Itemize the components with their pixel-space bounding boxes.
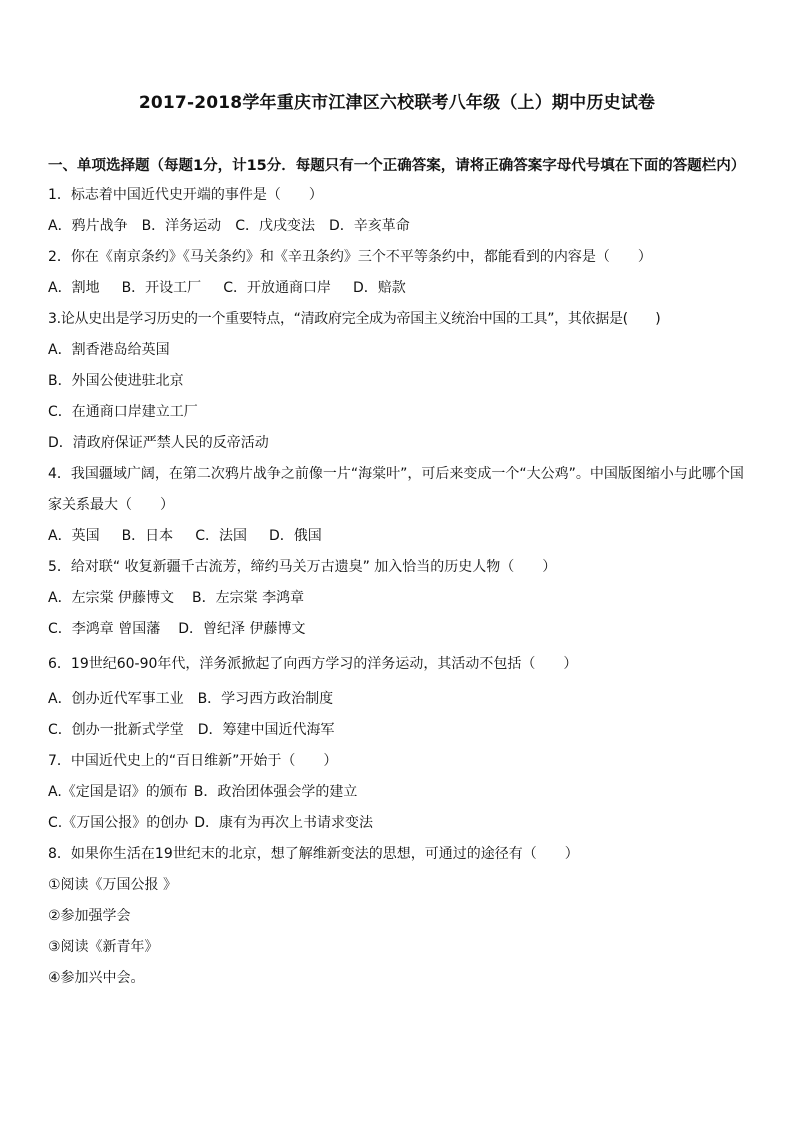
option: B．日本: [121, 528, 174, 544]
question-7-options-row2: [48, 808, 753, 839]
option: A．左宗棠 伊藤博文: [48, 590, 175, 606]
question-8-stem: 8．如果你生活在19世纪末的北京，想了解维新变法的思想，可通过的途径有（ ）: [48, 846, 579, 862]
exam-title: 2017-2018学年重庆市江津区六校联考八年级（上）期中历史试卷: [138, 93, 656, 113]
option: C．法国: [195, 528, 247, 544]
option: D．辛亥革命: [328, 218, 410, 234]
option: C．在通商口岸建立工厂: [48, 404, 198, 420]
question-7-stem: 7．中国近代史上的“百日维新”开始于（ ）: [48, 753, 338, 769]
question-7-options-row1: [48, 777, 753, 808]
question-1-stem: 1．标志着中国近代史开端的事件是（ ）: [48, 187, 323, 203]
option: C．开放通商口岸: [223, 280, 331, 296]
option: B．左宗棠 李鸿章: [192, 590, 305, 606]
option: D．康有为再次上书请求变法: [194, 815, 374, 831]
option: A．鸦片战争: [48, 218, 128, 234]
option: B．洋务运动: [141, 218, 222, 234]
option: A．割地: [48, 280, 100, 296]
question-6-options-row1: [48, 684, 753, 715]
option: A.《定国是诏》的颁布: [48, 784, 188, 800]
option: C．创办一批新式学堂: [48, 722, 184, 738]
option: D．清政府保证严禁人民的反帝活动: [48, 435, 269, 451]
question-5-options-row1: [48, 583, 753, 614]
option: C．李鸿章 曾国藩: [48, 621, 161, 637]
option: B．开设工厂: [121, 280, 202, 296]
list-item: ④参加兴中会。: [48, 970, 145, 986]
question-6-options-row2: [48, 715, 753, 746]
option: D．赔款: [352, 280, 406, 296]
option: C.《万国公报》的创办: [48, 815, 189, 831]
option: D．曾纪泽 伊藤博文: [178, 621, 306, 637]
question-2-options: [48, 273, 753, 304]
question-3-stem: 3.论从史出是学习历史的一个重要特点，“清政府完全成为帝国主义统治中国的工具”，其依据是( ): [48, 311, 661, 327]
option: D．俄国: [268, 528, 322, 544]
question-1-options: [48, 211, 753, 242]
question-5-options-row2: [48, 614, 753, 645]
option: A．英国: [48, 528, 100, 544]
option: B．学习西方政治制度: [197, 691, 334, 707]
question-4-options: [48, 521, 753, 552]
list-item: ①阅读《万国公报 》: [48, 877, 178, 893]
option: B．外国公使进驻北京: [48, 373, 184, 389]
exam-content: [48, 153, 753, 994]
question-6-stem: 6．19世纪60-90年代，洋务派掀起了向西方学习的洋务运动，其活动不包括（ ）: [48, 656, 578, 672]
option: A．割香港岛给英国: [48, 342, 170, 358]
list-item: ③阅读《新青年》: [48, 939, 159, 955]
option: D．筹建中国近代海军: [197, 722, 335, 738]
section-heading: 一、单项选择题（每题1分，计15分．每题只有一个正确答案，请将正确答案字母代号填在下面的答题栏内）: [48, 158, 746, 174]
option: A．创办近代军事工业: [48, 691, 184, 707]
option: B．政治团体强会学的建立: [193, 784, 358, 800]
question-5-stem: 5．给对联“ 收复新疆千古流芳，缔约马关万古遗臭” 加入恰当的历史人物（ ）: [48, 559, 557, 575]
question-4-stem: 4．我国疆域广阔，在第二次鸦片战争之前像一片“海棠叶”，可后来变成一个“大公鸡”。中国版图缩小与此哪个国家关系最大（ ）: [48, 466, 744, 513]
question-2-stem: 2．你在《南京条约》《马关条约》和《辛丑条约》三个不平等条约中，都能看到的内容是（ ）: [48, 249, 652, 265]
option: C．戊戌变法: [235, 218, 315, 234]
list-item: ②参加强学会: [48, 908, 131, 924]
